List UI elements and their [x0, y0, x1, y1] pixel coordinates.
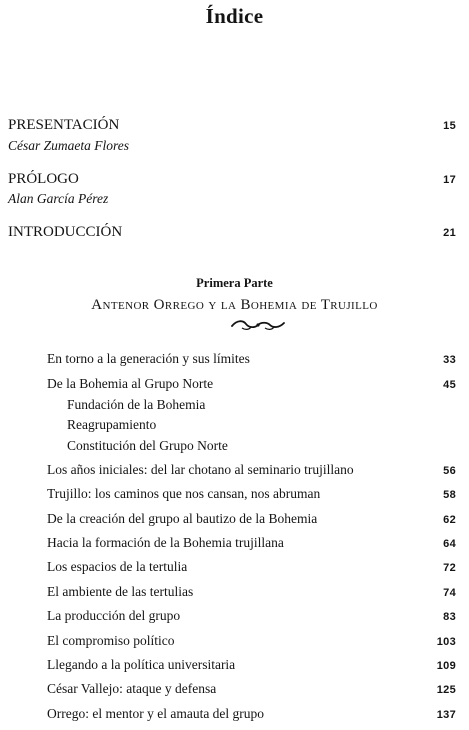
- toc-page-number: 17: [443, 174, 456, 186]
- toc-entry[interactable]: [0, 558, 469, 578]
- toc-entry-label: De la creación del grupo al bautizo de la Bohemia: [47, 511, 318, 526]
- toc-subentry[interactable]: [0, 396, 469, 416]
- toc-entry-label: Hacia la formación de la Bohemia trujillana: [47, 535, 284, 550]
- toc-entry[interactable]: [0, 680, 469, 700]
- toc-entry-label: INTRODUCCIÓN: [8, 224, 123, 240]
- toc-page-number: 15: [443, 120, 456, 132]
- toc-entry-prologo[interactable]: [0, 171, 469, 191]
- toc-page-number: 125: [436, 684, 456, 696]
- ornament-flourish-icon: [229, 318, 287, 332]
- toc-page-number: 74: [443, 587, 456, 599]
- toc-entry-label: En torno a la generación y sus límites: [47, 351, 250, 366]
- toc-entry[interactable]: [0, 375, 469, 395]
- toc-entry-label: Los espacios de la tertulia: [47, 559, 188, 574]
- toc-entry[interactable]: [0, 510, 469, 530]
- toc-entry-label: La producción del grupo: [47, 608, 181, 623]
- toc-page-number: 83: [443, 611, 456, 623]
- toc-page-number: 137: [436, 709, 456, 721]
- toc-entry[interactable]: [0, 705, 469, 725]
- toc-entry[interactable]: [0, 583, 469, 603]
- toc-page-number: 109: [436, 660, 456, 672]
- toc-entry-label: El compromiso político: [47, 633, 175, 648]
- toc-page-number: 103: [436, 636, 456, 648]
- toc-page-number: 62: [443, 514, 456, 526]
- part-title: Antenor Orrego y la Bohemia de Trujillo: [91, 297, 378, 313]
- toc-entry-label: César Vallejo: ataque y defensa: [47, 681, 217, 696]
- toc-entry-label: El ambiente de las tertulias: [47, 584, 194, 599]
- toc-entry[interactable]: [0, 656, 469, 676]
- toc-page-number: 64: [443, 538, 456, 550]
- toc-entry-label: Constitución del Grupo Norte: [67, 438, 228, 453]
- toc-subentry[interactable]: [0, 416, 469, 436]
- toc-entry-label: Llegando a la política universitaria: [47, 657, 236, 672]
- toc-page-number: 21: [443, 227, 456, 239]
- toc-entry[interactable]: [0, 461, 469, 481]
- toc-page-number: 72: [443, 562, 456, 574]
- toc-entry-label: De la Bohemia al Grupo Norte: [47, 376, 214, 391]
- toc-entry[interactable]: [0, 350, 469, 370]
- toc-entry-label: PRÓLOGO: [8, 171, 79, 187]
- toc-entry-label: Reagrupamiento: [67, 417, 157, 432]
- toc-entry-label: Orrego: el mentor y el amauta del grupo: [47, 706, 265, 721]
- toc-page-number: 45: [443, 379, 456, 391]
- page-title: Índice: [205, 4, 264, 28]
- toc-entry-label: Fundación de la Bohemia: [67, 397, 206, 412]
- toc-entry-label: PRESENTACIÓN: [8, 117, 120, 133]
- toc-entry-label: Los años iniciales: del lar chotano al seminario trujillano: [47, 462, 354, 477]
- part-label: Primera Parte: [196, 276, 273, 290]
- toc-entry[interactable]: [0, 485, 469, 505]
- toc-entry[interactable]: [0, 632, 469, 652]
- toc-entry-label: Trujillo: los caminos que nos cansan, nos abruman: [47, 486, 321, 501]
- toc-page-number: 58: [443, 489, 456, 501]
- toc-subentry[interactable]: [0, 437, 469, 457]
- toc-entry[interactable]: [0, 534, 469, 554]
- toc-page-number: 33: [443, 354, 456, 366]
- toc-author: Alan García Pérez: [8, 191, 109, 206]
- toc-entry[interactable]: [0, 607, 469, 627]
- toc-entry-introduccion[interactable]: [0, 224, 469, 244]
- toc-entry-presentacion[interactable]: [0, 117, 469, 137]
- toc-page-number: 56: [443, 465, 456, 477]
- toc-author: César Zumaeta Flores: [8, 138, 129, 153]
